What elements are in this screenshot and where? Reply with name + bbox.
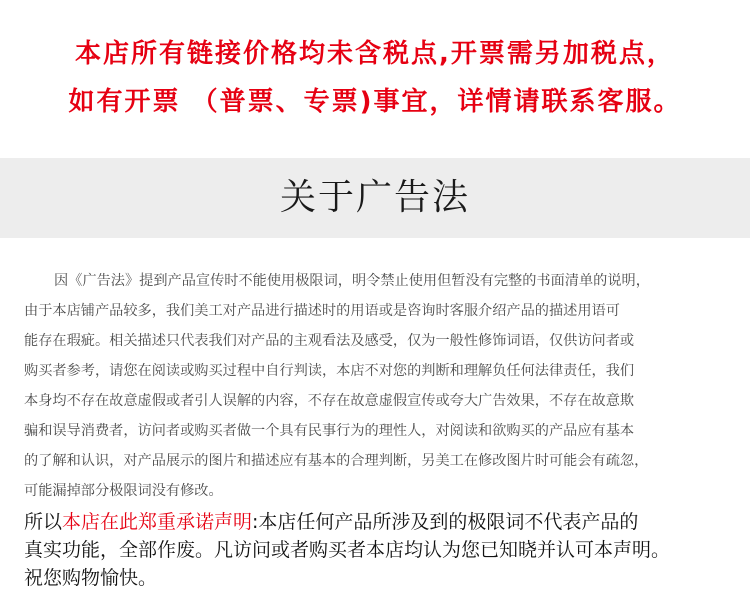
statement-line-1-rest: :本店任何产品所涉及到的极限词不代表产品的 (252, 511, 639, 533)
disclaimer-line: 可能漏掉部分极限词没有修改。 (24, 483, 223, 499)
section-header-band (0, 158, 750, 238)
store-statement (24, 508, 740, 592)
disclaimer-line: 的了解和认识，对产品展示的图片和描述应有基本的合理判断，另美工在修改图片时可能会有疏忽， (24, 453, 649, 469)
statement-line-3: 祝您购物愉快。 (24, 567, 158, 589)
statement-prefix: 所以 (24, 511, 63, 533)
disclaimer-line: 本身均不存在故意虚假或者引人误解的内容，不存在故意虚假宣传或夸大广告效果，不存在故意欺 (24, 393, 635, 409)
advertising-law-disclaimer (24, 266, 734, 506)
disclaimer-line: 购买者参考，请您在阅读或购买过程中自行判读，本店不对您的判断和理解负任何法律责任，我们 (24, 363, 635, 379)
price-tax-notice (0, 30, 750, 126)
notice-line-2: 如有开票 （普票、专票)事宜，详情请联系客服。 (68, 87, 682, 117)
disclaimer-line: 骗和误导消费者，访问者或购买者做一个具有民事行为的理性人，对阅读和欲购买的产品应有基本 (24, 423, 635, 439)
disclaimer-line: 由于本店铺产品较多，我们美工对产品进行描述时的用语或是咨询时客服介绍产品的描述用语可 (24, 303, 620, 319)
disclaimer-line: 因《广告法》提到产品宣传时不能使用极限词，明令禁止使用但暂没有完整的书面清单的说明， (54, 273, 650, 289)
section-title: 关于广告法 (279, 177, 470, 218)
disclaimer-line: 能存在瑕疵。相关描述只代表我们对产品的主观看法及感受，仅为一般性修饰词语，仅供访问者或 (24, 333, 635, 349)
notice-line-1: 本店所有链接价格均未含税点,开票需另加税点， (75, 39, 675, 69)
statement-line-2: 真实功能，全部作废。凡访问或者购买者本店均认为您已知晓并认可本声明。 (24, 539, 671, 561)
statement-highlight: 本店在此郑重承诺声明 (62, 511, 253, 533)
statement-line-1 (24, 508, 740, 536)
